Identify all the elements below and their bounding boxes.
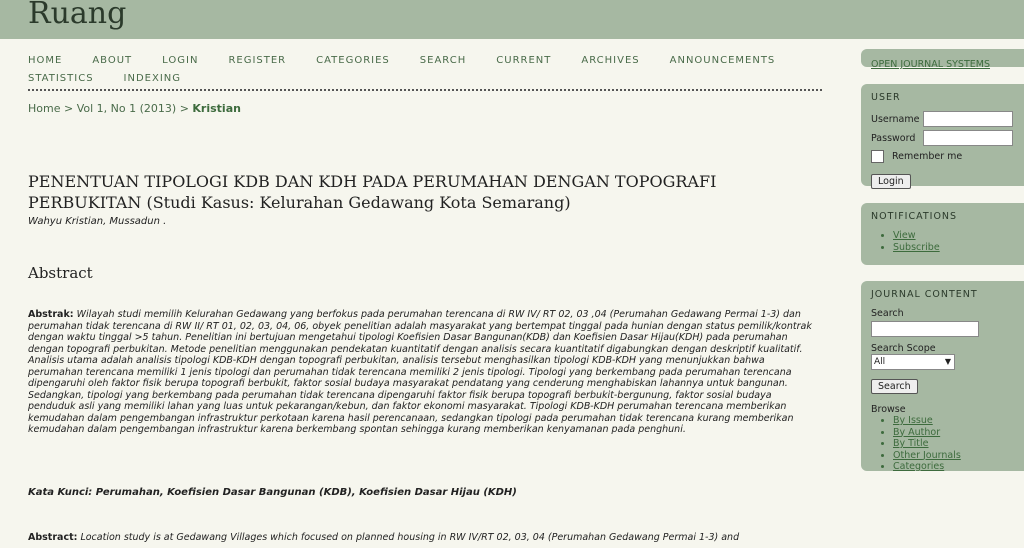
abstract-text: Wilayah studi memilih Kelurahan Gedawang yang berfokus pada perumahan terencana di RW IV/ RT 02, 03 ,04 (Perumahan Gedawang Permai 1-3) dan perumahan tidak terencana di RW II/ RT 01, 02, 03, 04, 06, obyek penelitian adalah masyarakat yang bertempat tinggal pada hunian dengan status pemilik/kontrak dengan waktu tinggal >5 tahun. Penelitian ini bertujuan mengetahui tipologi Koefisien Dasar Bangunan(KDB) dan Koefisien Dasar Hijau(KDH) pada perumahan dengan topografi perbukitan. Metode penelitian menggunakan pendekatan kuantitatif dengan analisis secara kuantitatif digabungkan dengan deskriptif kualitatif. Analisis utama adalah analisis tipologi KDB-KDH dengan topografi perbukitan, analisis tersebut menghasilkan tipologi KDB-KDH yang menunjukkan bahwa perumahan terencana memiliki 1 jenis tipologi dan perumahan tidak terencana memiliki 2 jenis tipologi. Tipologi yang berkembang pada perumahan terencana dipengaruhi oleh faktor fisik berupa topografi berbukit, faktor sosial budaya masyarakat pendatang yang cenderung menghabiskan lahannya untuk bangunan. Sedangkan, tipologi yang berkembang pada perumahan tidak terencana dipengaruhi faktor fisik berupa topografi berbukit-bergunung, faktor sosial budaya penduduk asli yang memiliki lahan yang luas untuk pekarangan/kebun, dan faktor ekonomi masyarakat. Tipologi KDB-KDH perumahan terencana memberikan kemudahan dalam pengembangan infrastruktur perkotaan karena hasil perencanaan, sedangkan tipologi pada perumahan tidak terencana kurang memberikan kemudahan dalam pengembangan infrastruktur karena berkembang spontan sehingga kurang memberikan kenyamanan pada penghuni. — [28, 309, 812, 435]
categories-link[interactable]: Categories — [893, 461, 945, 472]
notifications-subscribe-link[interactable]: Subscribe — [893, 241, 940, 253]
browse-by-title-link[interactable]: By Title — [893, 438, 929, 449]
user-block-title: USER — [871, 92, 901, 103]
breadcrumb-current[interactable]: Kristian — [192, 102, 241, 115]
journal-search-input[interactable] — [871, 321, 979, 337]
notifications-title: NOTIFICATIONS — [871, 211, 958, 222]
username-label: Username — [871, 113, 920, 125]
remember-me-label: Remember me — [892, 151, 963, 162]
browse-by-author-link[interactable]: By Author — [893, 426, 941, 438]
username-input[interactable] — [923, 111, 1013, 127]
notifications-view-link[interactable]: View — [893, 230, 916, 241]
nav-current[interactable]: CURRENT — [496, 55, 552, 66]
article-authors: Wahyu Kristian, Mussadun . — [28, 216, 167, 227]
nav-about[interactable]: ABOUT — [92, 55, 133, 66]
nav-archives[interactable]: ARCHIVES — [581, 55, 640, 66]
search-scope-value: All — [874, 357, 886, 367]
search-scope-select[interactable] — [871, 354, 955, 370]
abstract-label: Abstrak: — [28, 309, 74, 320]
search-scope-label: Search Scope — [871, 343, 936, 354]
login-button[interactable]: Login — [871, 174, 911, 189]
nav-divider — [28, 89, 822, 91]
nav-announcements[interactable]: ANNOUNCEMENTS — [669, 55, 776, 66]
browse-label: Browse — [871, 404, 906, 415]
abstract-indonesian — [28, 309, 822, 436]
chevron-down-icon: ▼ — [944, 357, 951, 366]
nav-statistics[interactable]: STATISTICS — [28, 73, 94, 84]
keywords: Kata Kunci: Perumahan, Koefisien Dasar Bangunan (KDB), Koefisien Dasar Hijau (KDH) — [28, 487, 517, 498]
site-header — [0, 0, 1024, 39]
main-navigation — [28, 52, 828, 88]
nav-home[interactable]: HOME — [28, 55, 63, 66]
nav-login[interactable]: LOGIN — [162, 55, 199, 66]
search-label: Search — [871, 308, 904, 319]
abstract-heading: Abstract — [28, 264, 93, 282]
breadcrumb-home[interactable]: Home — [28, 102, 61, 115]
abstract-text-en: Location study is at Gedawang Villages which focused on planned housing in RW IV/RT 02, 03, 04 (Perumahan Gedawang Permai 1-3) and — [80, 532, 740, 543]
nav-search[interactable]: SEARCH — [419, 55, 467, 66]
user-block — [861, 84, 1024, 186]
remember-me-checkbox[interactable] — [871, 150, 884, 163]
breadcrumb-separator: > — [63, 102, 74, 115]
password-input[interactable] — [923, 130, 1013, 146]
other-journals-link[interactable]: Other Journals — [893, 449, 961, 461]
browse-by-issue-link[interactable]: By Issue — [893, 415, 933, 426]
site-title[interactable]: Ruang — [28, 0, 127, 31]
password-label: Password — [871, 132, 916, 144]
nav-indexing[interactable]: INDEXING — [123, 73, 182, 84]
abstract-label-en: Abstract: — [28, 532, 78, 543]
abstract-english — [28, 532, 822, 544]
journal-content-block — [861, 281, 1024, 471]
notifications-block — [861, 203, 1024, 265]
journal-search-button[interactable]: Search — [871, 379, 918, 394]
ojs-block — [861, 49, 1024, 70]
breadcrumb — [28, 102, 241, 115]
journal-content-title: JOURNAL CONTENT — [871, 289, 978, 300]
breadcrumb-separator: > — [179, 102, 189, 115]
breadcrumb-issue[interactable]: Vol 1, No 1 (2013) — [76, 102, 177, 115]
nav-register[interactable]: REGISTER — [228, 55, 287, 66]
ojs-link[interactable]: OPEN JOURNAL SYSTEMS — [871, 59, 990, 70]
nav-categories[interactable]: CATEGORIES — [316, 55, 390, 66]
article-title: PENENTUAN TIPOLOGI KDB DAN KDH PADA PERUMAHAN DENGAN TOPOGRAFI PERBUKITAN (Studi Kasus: Kelurahan Gedawang Kota Semarang) — [28, 172, 717, 212]
